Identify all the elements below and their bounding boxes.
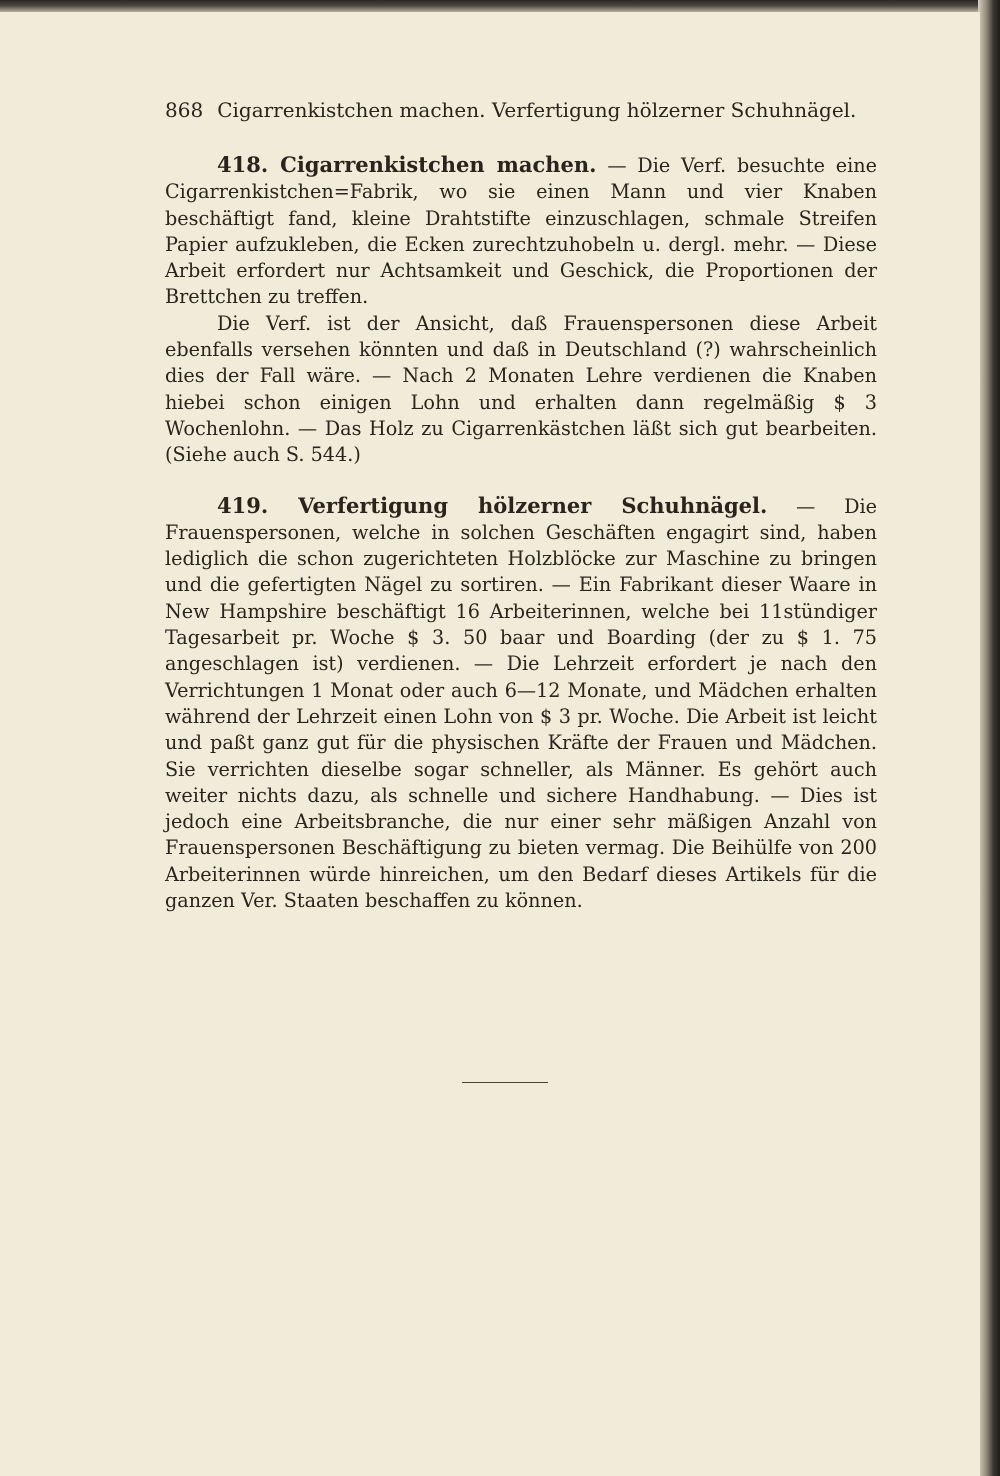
section-418-paragraph-2 [165, 311, 877, 469]
end-rule [462, 1082, 548, 1083]
section-419-heading: 419. Verfertigung hölzerner Schuhnägel. [217, 492, 768, 518]
section-418-paragraph-1 [165, 152, 877, 311]
scan-edge-right [978, 0, 1000, 1476]
section-418-text-2: Die Verf. ist der Ansicht, daß Frauenspersonen diese Arbeit ebenfalls versehen könnten und daß in Deutschland (?) wahrscheinlich dies der Fall wäre. — Nach 2 Monaten Lehre verdienen die Knaben hiebei schon einigen Lohn und erhalten dann regelmäßig $ 3 Wochenlohn. — Das Holz zu Cigarrenkästchen läßt sich gut bearbeiten. (Siehe auch S. 544.) [165, 311, 877, 467]
running-title: Cigarrenkistchen machen. Verfertigung hölzerner Schuhnägel. [217, 98, 857, 122]
section-419-paragraph-1 [165, 493, 877, 915]
section-419-text-1: — Die Frauenspersonen, welche in solchen Geschäften engagirt sind, haben lediglich die schon zugerichteten Holzblöcke zur Maschine zu bringen und die gefertigten Nägel zu sortiren. — Ein Fabrikant dieser Waare in New Hampshire beschäftigt 16 Arbeiterinnen, welche bei 11stündiger Tagesarbeit pr. Woche $ 3. 50 baar und Boarding (der zu $ 1. 75 angeschlagen ist) verdienen. — Die Lehrzeit erfordert je nach den Verrichtungen 1 Monat oder auch 6—12 Monate, und Mädchen erhalten während der Lehrzeit einen Lohn von $ 3 pr. Woche. Die Arbeit ist leicht und paßt ganz gut für die physischen Kräfte der Frauen und Mädchen. Sie verrichten dieselbe sogar schneller, als Männer. Es gehört auch weiter nichts dazu, als schnelle und sichere Handhabung. — Dies ist jedoch eine Arbeitsbranche, die nur einer sehr mäßigen Anzahl von Frauenspersonen Beschäftigung zu bieten vermag. Die Beihülfe von 200 Arbeiterinnen würde hinreichen, um den Bedarf dieses Artikels für die ganzen Ver. Staaten beschaffen zu können. [165, 494, 877, 913]
page-body [165, 152, 877, 914]
running-header [165, 98, 885, 122]
section-418-text-1: — Die Verf. besuchte eine Cigarrenkistchen=Fabrik, wo sie einen Mann und vier Knaben beschäftigt fand, kleine Drahtstifte einzuschlagen, schmale Streifen Papier aufzukleben, die Ecken zurechtzuhobeln u. dergl. mehr. — Diese Arbeit erfordert nur Achtsamkeit und Geschick, die Proportionen der Brettchen zu treffen. [165, 154, 877, 309]
page-number: 868 [165, 98, 204, 122]
book-page [0, 12, 980, 1476]
section-418-heading: 418. Cigarrenkistchen machen. [217, 152, 597, 177]
